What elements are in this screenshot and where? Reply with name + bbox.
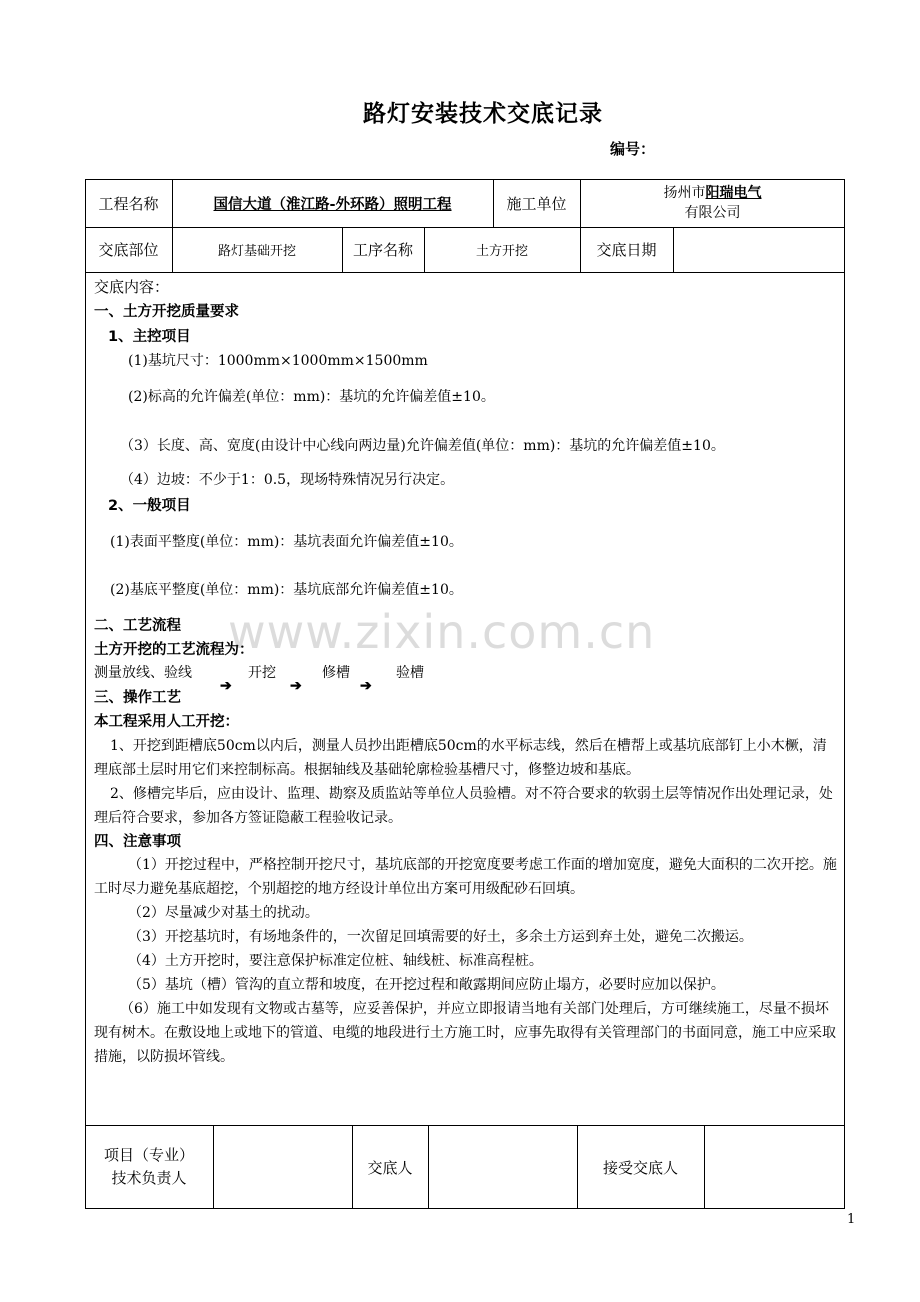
unit-suffix: 有限公司	[684, 205, 741, 221]
content-paragraph: （5）基坑（槽）管沟的直立帮和坡度，在开挖过程和敞露期间应防止塌方，必要时应加以保护。	[128, 977, 725, 993]
subsection-heading: 1、主控项目	[108, 329, 191, 345]
record-number-label: 编号：	[610, 140, 656, 158]
content-paragraph: （1）开挖过程中，严格控制开挖尺寸，基坑底部的开挖宽度要考虑工作面的增加宽度，避免大面积的二次开挖。施工时尽力避免基底超挖，个别超挖的地方经设计单位出方案可用级配砂石回填。	[94, 857, 837, 897]
page-number: 1	[847, 1212, 856, 1227]
unit-city: 扬州市	[663, 185, 706, 201]
tech-leader-label	[85, 1125, 213, 1209]
receiver-signature	[704, 1125, 845, 1209]
watermark-text: www.zixin.com.cn	[228, 605, 656, 659]
disclosure-part-label: 交底部位	[98, 241, 159, 259]
content-line: (1)表面平整度(单位：mm)：基坑表面允许偏差值±10。	[110, 534, 463, 550]
tech-leader-label-line: 技术负责人	[111, 1169, 187, 1187]
disclosure-date-value	[673, 227, 845, 272]
discloser-signature	[428, 1125, 577, 1209]
flow-step: 修槽	[322, 665, 350, 681]
row-divider	[85, 272, 845, 273]
subsection-heading: 2、一般项目	[108, 498, 191, 514]
section-heading: 四、注意事项	[94, 834, 181, 850]
unit-company: 阳瑞电气	[705, 185, 762, 201]
arrow-right-icon: ➔	[360, 678, 372, 694]
content-intro: 交底内容：	[94, 278, 170, 296]
content-paragraph: （6）施工中如发现有文物或古墓等，应妥善保护，并应立即报请当地有关部门处理后，方可继续施工，尽量不损坏现有树木。在敷设地上或地下的管道、电缆的地段进行土方施工时，应事先取得有关管理部门的书面同意，施工中应采取措施，以防损坏管线。	[94, 1001, 836, 1065]
process-name-label: 工序名称	[352, 241, 413, 259]
project-name-value: 国信大道（淮江路-外环路）照明工程	[213, 196, 452, 213]
process-name-value: 土方开挖	[475, 244, 528, 259]
discloser-label: 交底人	[367, 1158, 413, 1177]
content-paragraph: 1、开挖到距槽底50cm以内后，测量人员抄出距槽底50cm的水平标志线，然后在槽帮上或基坑底部钉上小木橛，清理底部土层时用它们来控制标高。根据轴线及基础轮廓检验基槽尺寸，修整边坡和基底。	[94, 738, 827, 778]
flow-step: 开挖	[248, 665, 276, 681]
content-subheading: 土方开挖的工艺流程为：	[94, 642, 254, 658]
content-line: （4）边坡：不少于1：0.5，现场特殊情况另行决定。	[120, 472, 455, 488]
tech-leader-label-line: 项目（专业）	[103, 1146, 194, 1164]
construction-unit-label: 施工单位	[506, 194, 567, 213]
content-paragraph: （3）开挖基坑时，有场地条件的，一次留足回填需要的好土，多余土方运到弃土处，避免二次搬运。	[128, 929, 753, 945]
arrow-right-icon: ➔	[220, 678, 232, 694]
page-title: 路灯安装技术交底记录	[363, 101, 603, 127]
construction-unit-value	[580, 179, 845, 227]
content-line: (2)基底平整度(单位：mm)：基坑底部允许偏差值±10。	[110, 582, 463, 598]
disclosure-date-label: 交底日期	[596, 241, 657, 259]
content-line: (1)基坑尺寸：1000mm×1000mm×1500mm	[128, 353, 428, 369]
arrow-right-icon: ➔	[290, 678, 302, 694]
content-subheading: 本工程采用人工开挖：	[94, 714, 239, 730]
receiver-label: 接受交底人	[602, 1158, 678, 1177]
section-heading: 三、操作工艺	[94, 690, 181, 706]
content-paragraph: （4）土方开挖时，要注意保护标准定位桩、轴线桩、标准高程桩。	[128, 953, 543, 969]
tech-leader-signature	[213, 1125, 352, 1209]
section-heading: 二、工艺流程	[94, 618, 181, 634]
flow-step: 测量放线、验线	[94, 665, 192, 681]
content-line: （3）长度、高、宽度(由设计中心线向两边量)允许偏差值(单位：mm)：基坑的允许偏差值±10。	[120, 438, 725, 454]
disclosure-part-value: 路灯基础开挖	[217, 244, 296, 259]
content-paragraph: （2）尽量减少对基土的扰动。	[128, 905, 319, 921]
section-heading: 一、土方开挖质量要求	[94, 304, 239, 320]
content-line: (2)标高的允许偏差(单位：mm)：基坑的允许偏差值±10。	[128, 389, 495, 405]
flow-step: 验槽	[396, 665, 424, 681]
project-name-label: 工程名称	[98, 194, 159, 213]
content-paragraph: 2、修槽完毕后，应由设计、监理、勘察及质监站等单位人员验槽。对不符合要求的软弱土层等情况作出处理记录，处理后符合要求，参加各方签证隐蔽工程验收记录。	[94, 786, 833, 826]
